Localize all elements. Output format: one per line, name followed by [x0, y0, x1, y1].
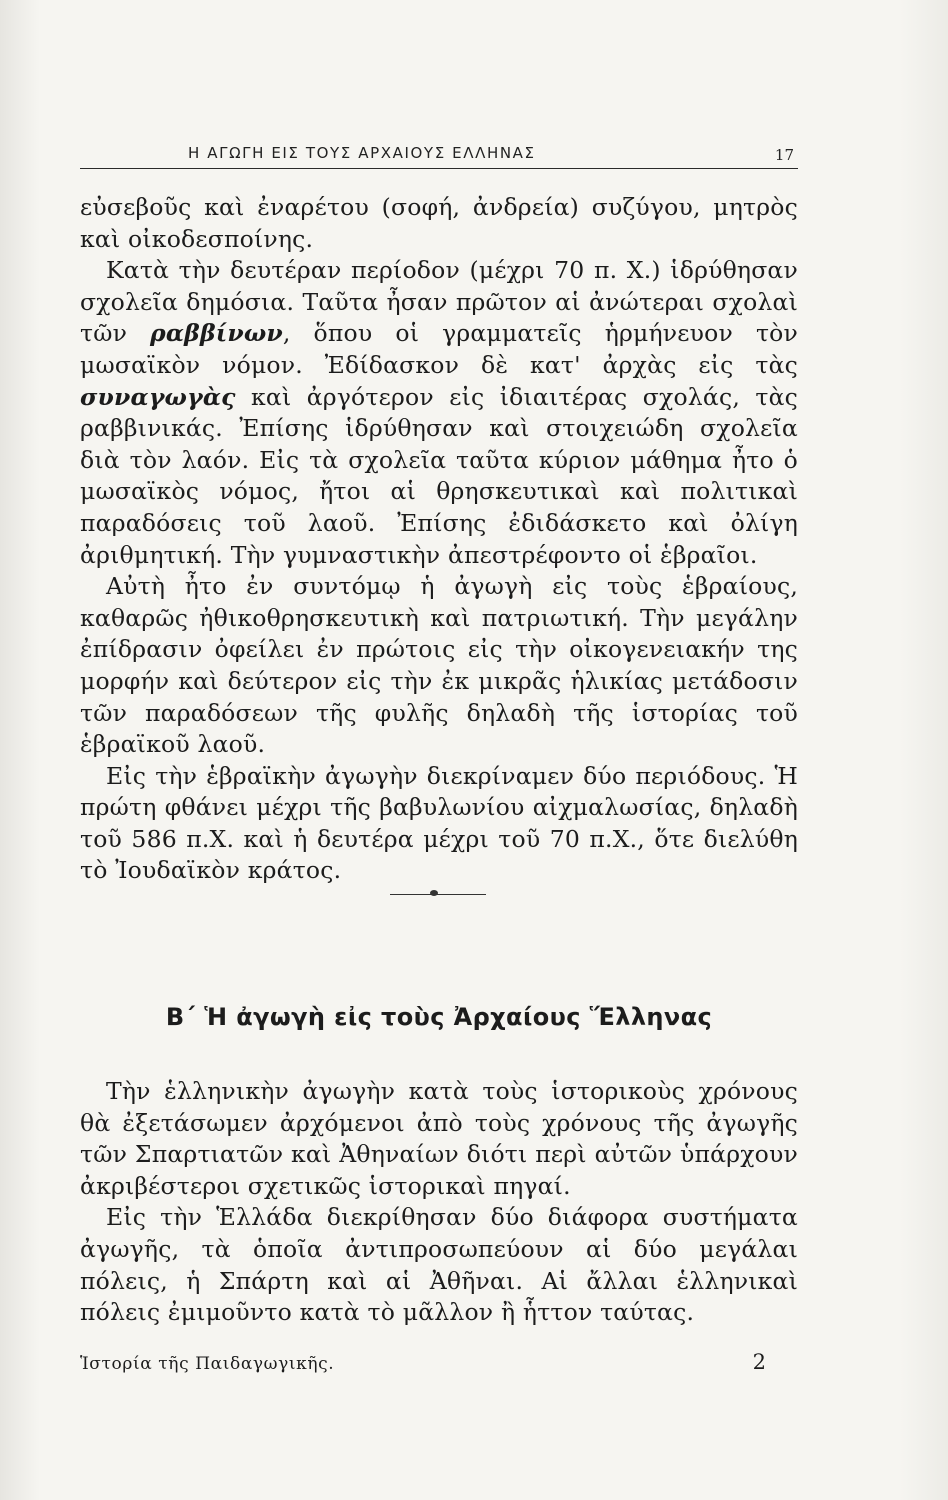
page-number: 17 — [774, 146, 794, 164]
emphasized-term: ραββίνων — [150, 319, 283, 348]
running-title: Η ΑΓΩΓΗ ΕΙΣ ΤΟΥΣ ΑΡΧΑΙΟΥΣ ΕΛΛΗΝΑΣ — [188, 144, 536, 162]
text-run: , ὅπου οἱ γραμματεῖς ἡρμήνευον τὸν μωσαϊκὸν νόμον. Ἐδίδασκον δὲ κατ' ἀρχὰς εἰς τὰς — [80, 319, 798, 379]
paragraph: εὐσεβοῦς καὶ ἐναρέτου (σοφή, ἀνδρεία) συζύγου, μητρὸς καὶ οἰκοδεσποίνης. — [80, 193, 798, 253]
running-header — [80, 142, 798, 169]
section-a-text — [80, 192, 798, 887]
paragraph: Αὐτὴ ἦτο ἐν συντόμῳ ἡ ἀγωγὴ εἰς τοὺς ἑβραίους, καθαρῶς ἠθικοθρησκευτικὴ καὶ πατριωτική. Τὴν μεγάλην ἐπίδρασιν ὀφείλει ἐν πρώτοις εἰς τὴν οἰκογενειακήν της μορφήν καὶ δεύτερον εἰς τὴν ἐκ μικρᾶς ἡλικίας μετάδοσιν τῶν παραδόσεων τῆς φυλῆς δηλαδὴ τῆς ἱστορίας τοῦ ἑβραϊκοῦ λαοῦ. — [80, 572, 798, 759]
emphasized-term: συναγωγὰς — [80, 382, 236, 411]
section-heading: Β΄ Ἡ ἀγωγὴ εἰς τοὺς Ἀρχαίους Ἕλληνας — [165, 1003, 713, 1031]
signature-mark: 2 — [752, 1350, 766, 1374]
text-run: καὶ ἀργότερον εἰς ἰδιαιτέρας σχολάς, τὰς ραββινικάς. Ἐπίσης ἱδρύθησαν καὶ στοιχειώδη σχολεῖα διὰ τὸν λαόν. Εἰς τὰ σχολεῖα ταῦτα κύριον μάθημα ἦτο ὁ μωσαϊκὸς νόμος, ἤτοι αἱ θρησκευτικαὶ καὶ πολιτικαὶ παραδόσεις τοῦ λαοῦ. Ἐπίσης ἐδιδάσκετο καὶ ὀλίγη ἀριθμητική. Τὴν γυμναστικὴν ἀπεστρέφοντο οἱ ἑβραῖοι. — [80, 382, 798, 569]
paragraph — [80, 255, 798, 571]
section-divider — [390, 894, 486, 895]
paragraph: Εἰς τὴν ἑβραϊκὴν ἀγωγὴν διεκρίναμεν δύο περιόδους. Ἡ πρώτη φθάνει μέχρι τῆς βαβυλωνίου αἰχμαλωσίας, δηλαδὴ τοῦ 586 π.Χ. καὶ ἡ δευτέρα μέχρι τοῦ 70 π.Χ., ὅτε διελύθη τὸ Ἰουδαϊκὸν κράτος. — [80, 761, 798, 885]
page-footer — [80, 1350, 798, 1384]
section-b-text — [80, 1076, 798, 1329]
paragraph: Τὴν ἑλληνικὴν ἀγωγὴν κατὰ τοὺς ἱστορικοὺς χρόνους θὰ ἐξετάσωμεν ἀρχόμενοι ἀπὸ τοὺς χρόνους τῆς ἀγωγῆς τῶν Σπαρτιατῶν καὶ Ἀθηναίων διότι περὶ αὐτῶν ὑπάρχουν ἀκριβέστεροι σχετικῶς ἱστορικαὶ πηγαί. — [80, 1077, 798, 1200]
text-run: Κατὰ τὴν δευτέραν περίοδον (μέχρι 70 π. Χ.) ἱδρύθησαν σχολεῖα δημόσια. Ταῦτα ἦσαν πρῶτον αἱ ἀνώτεραι σχολαὶ τῶν — [80, 256, 798, 348]
divider-ornament — [430, 890, 438, 896]
paragraph: Εἰς τὴν Ἑλλάδα διεκρίθησαν δύο διάφορα συστήματα ἀγωγῆς, τὰ ὁποῖα ἀντιπροσωπεύουν αἱ δύο μεγάλαι πόλεις, ἡ Σπάρτη καὶ αἱ Ἀθῆναι. Αἱ ἄλλαι ἑλληνικαὶ πόλεις ἐμιμοῦντο κατὰ τὸ μᾶλλον ἢ ἧττον ταύτας. — [80, 1203, 798, 1327]
footer-book-title: Ἱστορία τῆς Παιδαγωγικῆς. — [80, 1354, 335, 1374]
